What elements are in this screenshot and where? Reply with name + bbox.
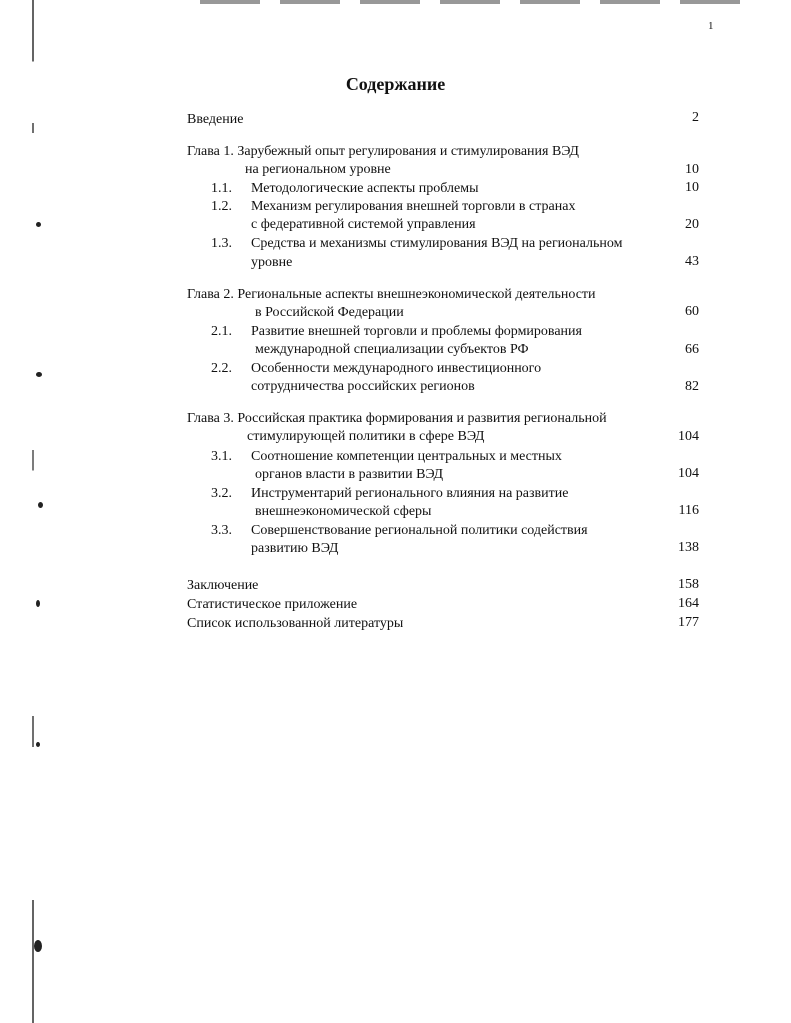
toc-section-2-2 <box>211 360 541 378</box>
toc-section-title: Инструментарий регионального влияния на развитие <box>251 486 569 501</box>
page-number: 1 <box>708 20 714 32</box>
toc-page-chapter-2: 60 <box>685 304 699 319</box>
toc-section-3-3-cont: развитию ВЭД <box>251 541 339 556</box>
toc-page-section-1-1: 10 <box>685 180 699 195</box>
toc-page-references: 177 <box>678 615 699 630</box>
toc-entry-appendix: Статистическое приложение <box>187 597 358 612</box>
toc-section-3-2-cont: внешнеэкономической сферы <box>255 504 432 519</box>
toc-section-number: 2.1. <box>211 324 232 339</box>
toc-page-appendix: 164 <box>678 596 699 611</box>
toc-section-3-2 <box>211 485 568 503</box>
toc-chapter-2-title-cont: в Российской Федерации <box>255 305 404 320</box>
toc-page-section-3-1: 104 <box>678 466 699 481</box>
toc-page-section-1-3: 43 <box>685 254 699 269</box>
page-title: Содержание <box>345 74 446 94</box>
toc-section-title: Методологические аспекты проблемы <box>251 181 479 196</box>
scan-speck <box>36 372 42 377</box>
toc-section-3-1-cont: органов власти в развитии ВЭД <box>255 467 444 482</box>
toc-page-conclusion: 158 <box>678 577 699 592</box>
toc-page-section-2-1: 66 <box>685 342 699 357</box>
toc-page-section-3-3: 138 <box>678 540 699 555</box>
toc-chapter-1-title: Глава 1. Зарубежный опыт регулирования и стимулирования ВЭД <box>187 144 579 159</box>
toc-chapter-3-title-cont: стимулирующей политики в сфере ВЭД <box>247 429 485 444</box>
toc-section-3-1 <box>211 448 562 466</box>
toc-section-title: Соотношение компетенции центральных и местных <box>251 449 562 464</box>
toc-section-1-2 <box>211 198 575 216</box>
scan-speck <box>36 742 40 747</box>
toc-section-2-2-cont: сотрудничества российских регионов <box>251 379 475 394</box>
toc-entry-intro: Введение <box>187 112 244 127</box>
toc-section-1-3 <box>211 235 622 253</box>
toc-page-chapter-1: 10 <box>685 162 699 177</box>
toc-chapter-1-title-cont: на региональном уровне <box>245 162 391 177</box>
toc-chapter-2-title: Глава 2. Региональные аспекты внешнеэкономической деятельности <box>187 287 596 302</box>
toc-page-intro: 2 <box>692 110 699 125</box>
toc-entry-conclusion: Заключение <box>187 578 259 593</box>
toc-chapter-3-title: Глава 3. Российская практика формирования и развития региональной <box>187 411 607 426</box>
toc-section-number: 3.3. <box>211 523 232 538</box>
toc-section-number: 1.2. <box>211 199 232 214</box>
toc-page-section-1-2: 20 <box>685 217 699 232</box>
toc-section-title: Средства и механизмы стимулирования ВЭД на региональном <box>251 236 623 251</box>
scan-top-edge-artifact <box>200 0 751 4</box>
toc-section-number: 1.3. <box>211 236 232 251</box>
toc-section-2-1-cont: международной специализации субъектов РФ <box>255 342 529 357</box>
toc-section-title: Особенности международного инвестиционного <box>251 361 542 376</box>
scan-speck <box>34 940 42 952</box>
scan-speck <box>36 222 41 227</box>
toc-section-2-1 <box>211 323 582 341</box>
toc-section-title: Совершенствование региональной политики содействия <box>251 523 588 538</box>
scan-left-edge-artifact <box>32 0 34 1023</box>
toc-section-number: 3.1. <box>211 449 232 464</box>
toc-page-section-3-2: 116 <box>678 503 699 518</box>
scan-speck <box>36 600 40 607</box>
toc-entry-references: Список использованной литературы <box>187 616 404 631</box>
toc-section-title: Механизм регулирования внешней торговли в странах <box>251 199 576 214</box>
toc-section-number: 2.2. <box>211 361 232 376</box>
toc-section-3-3 <box>211 522 588 540</box>
toc-section-1-2-cont: с федеративной системой управления <box>251 217 476 232</box>
toc-section-number: 1.1. <box>211 181 232 196</box>
toc-section-title: Развитие внешней торговли и проблемы формирования <box>251 324 582 339</box>
toc-section-number: 3.2. <box>211 486 232 501</box>
scan-speck <box>38 502 43 508</box>
toc-section-1-1 <box>211 180 479 198</box>
toc-page-chapter-3: 104 <box>678 429 699 444</box>
toc-section-1-3-cont: уровне <box>251 255 293 270</box>
toc-page-section-2-2: 82 <box>685 379 699 394</box>
